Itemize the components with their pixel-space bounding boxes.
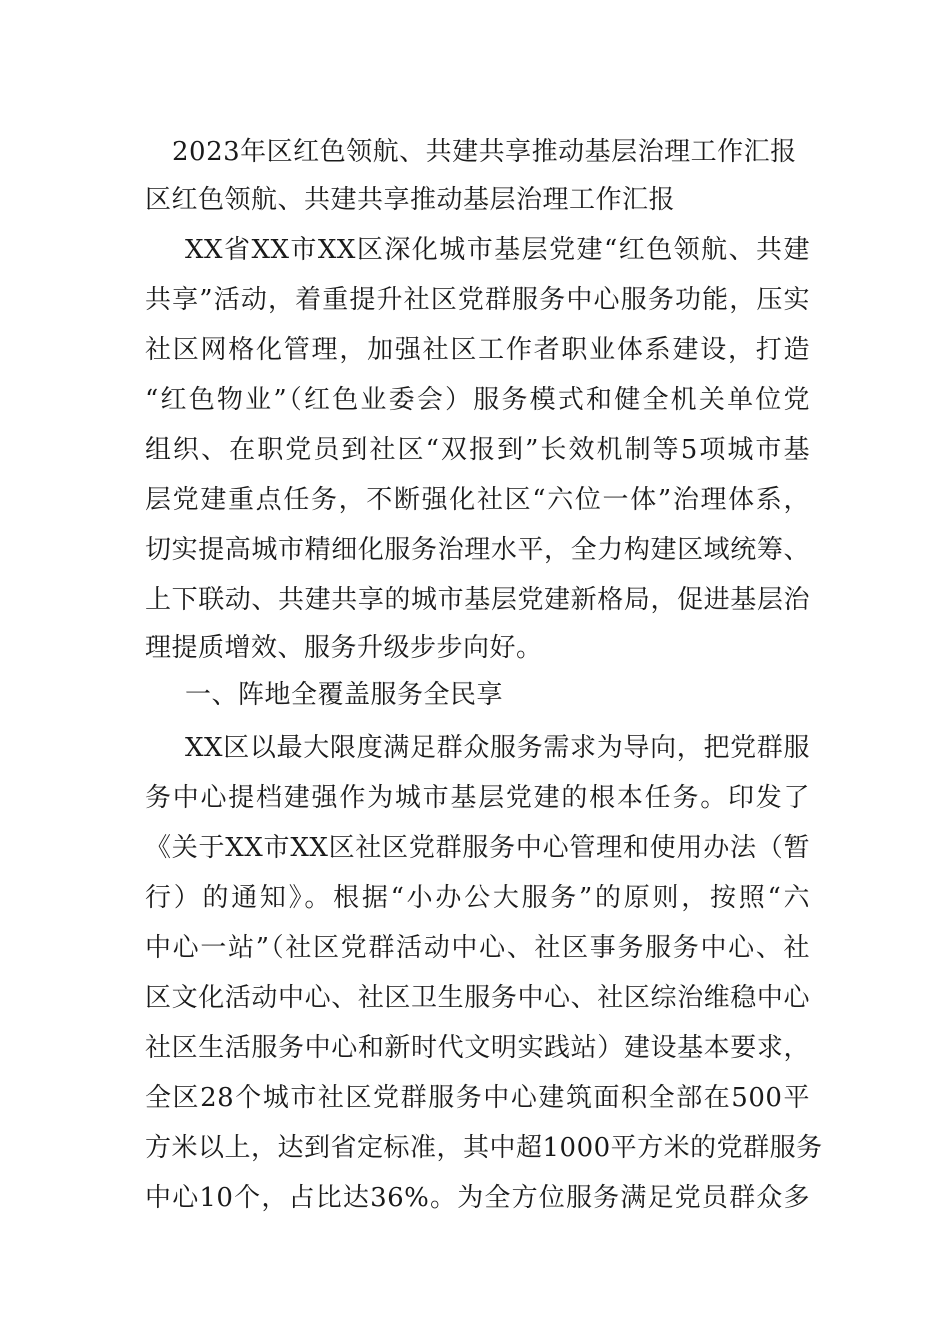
section-heading: 一、阵地全覆盖服务全民享 [185,680,504,710]
document-title: 2023年区红色领航、共建共享推动基层治理工作汇报 [172,137,797,167]
paragraph-line: 理提质增效、服务升级步步向好。 [145,633,543,663]
paragraph-line: XX省XX市XX区深化城市基层党建“红色领航、共建 [185,235,810,265]
paragraph-line: 组织、在职党员到社区“双报到”长效机制等5项城市基 [145,435,810,465]
paragraph-line: 层党建重点任务，不断强化社区“六位一体”治理体系， [145,485,810,515]
paragraph-line: 区文化活动中心、社区卫生服务中心、社区综治维稳中心 [145,983,810,1013]
paragraph-line: XX区以最大限度满足群众服务需求为导向，把党群服 [185,733,810,763]
paragraph-line: “红色物业”（红色业委会）服务模式和健全机关单位党 [145,385,810,415]
document-subtitle: 区红色领航、共建共享推动基层治理工作汇报 [145,185,676,215]
paragraph-line: 务中心提档建强作为城市基层党建的根本任务。印发了 [145,783,810,813]
paragraph-line: 方米以上，达到省定标准，其中超1000平方米的党群服务 [145,1133,823,1163]
paragraph-line: 共享”活动，着重提升社区党群服务中心服务功能，压实 [145,285,810,315]
paragraph-line: 中心10个，占比达36%。为全方位服务满足党员群众多 [145,1183,810,1213]
paragraph-line: 行）的通知》。根据“小办公大服务”的原则，按照“六 [145,883,810,913]
paragraph-line: 《关于XX市XX区社区党群服务中心管理和使用办法（暂 [145,833,810,863]
paragraph-line: 上下联动、共建共享的城市基层党建新格局，促进基层治 [145,585,810,615]
paragraph-line: 全区28个城市社区党群服务中心建筑面积全部在500平 [145,1083,810,1113]
paragraph-line: 社区网格化管理，加强社区工作者职业体系建设，打造 [145,335,810,365]
paragraph-line: 切实提高城市精细化服务治理水平，全力构建区域统筹、 [145,535,810,565]
paragraph-line: 中心一站”（社区党群活动中心、社区事务服务中心、社 [145,933,810,963]
paragraph-line: 社区生活服务中心和新时代文明实践站）建设基本要求， [145,1033,810,1063]
